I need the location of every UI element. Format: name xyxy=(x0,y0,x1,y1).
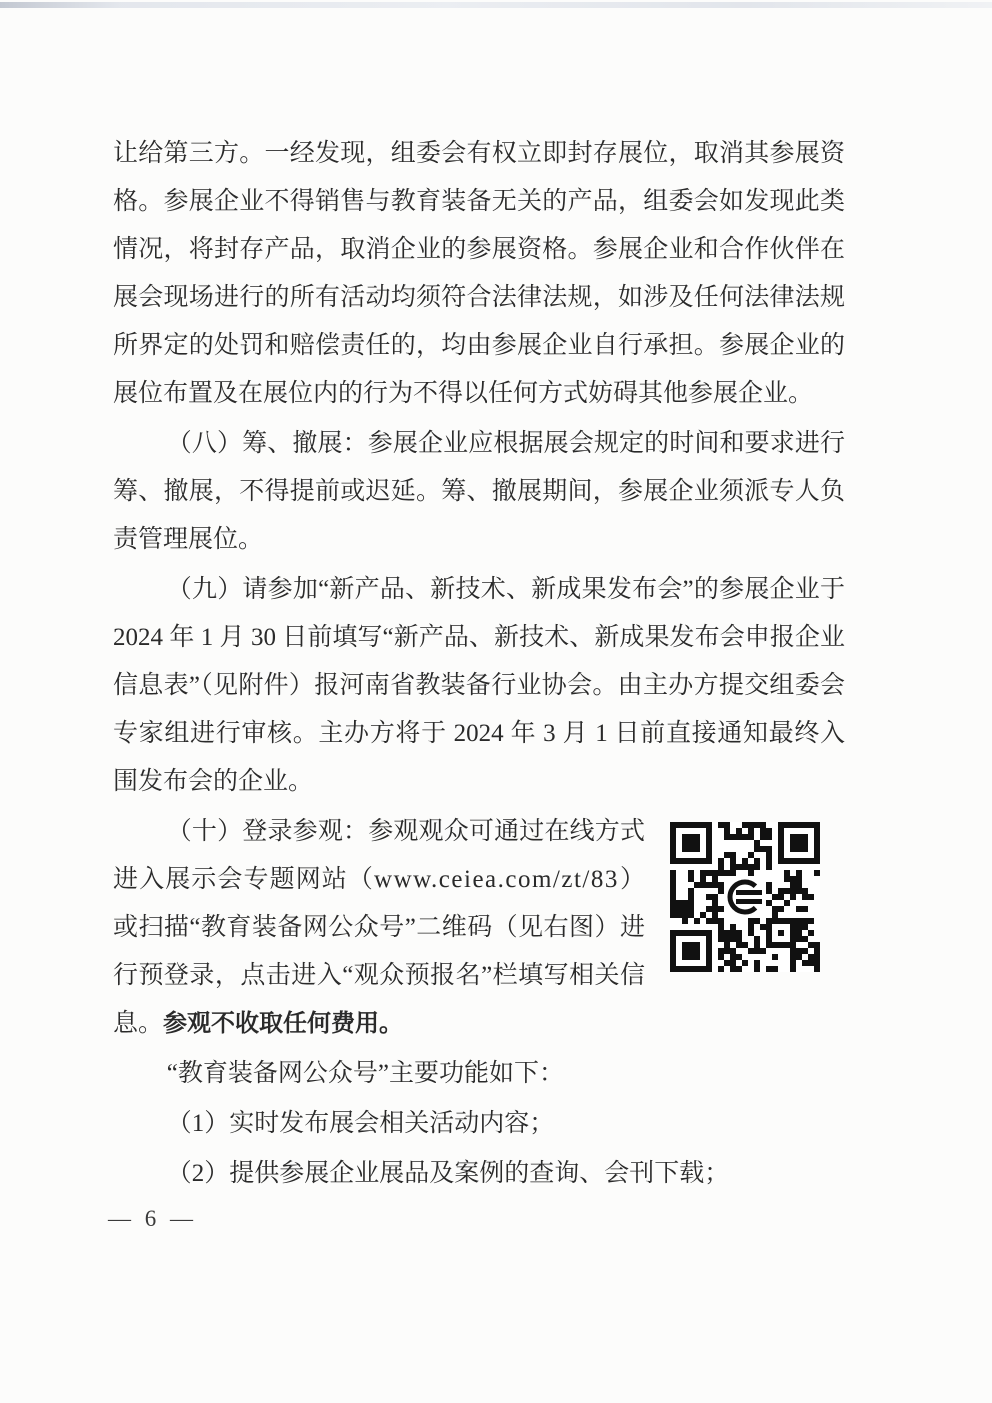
section-10-text: （十）登录参观：参观观众可通过在线方式进入展示会专题网站（ xyxy=(113,818,645,893)
page-number: — 6 — xyxy=(108,1206,197,1231)
qr-code-container xyxy=(645,808,845,998)
paragraph-section-8: （八）筹、撤展：参展企业应根据展会规定的时间和要求进行筹、撤展，不得提前或迟延。筹、撤展期间，参展企业须派专人负责管理展位。 xyxy=(113,430,845,553)
scan-artifact-band xyxy=(0,2,992,8)
document-content xyxy=(113,130,845,1198)
paragraph-continuation: 让给第三方。一经发现，组委会有权立即封存展位，取消其参展资格。参展企业不得销售与教育装备无关的产品，组委会如发现此类情况，将封存产品，取消企业的参展资格。参展企业和合作伙伴在展会现场进行的所有活动均须符合法律法规，如涉及任何法律法规所界定的处罚和赔偿责任的，均由参展企业自行承担。参展企业的展位布置及在展位内的行为不得以任何方式妨碍其他参展企业。 xyxy=(113,140,845,407)
paragraph-function-2: （2）提供参展企业展品及案例的查询、会刊下载； xyxy=(166,1160,730,1187)
section-10-text-after-url: ）或扫描“教育装备网公众号”二维码（见右图）进行预登录，点击进入“观众预报名”栏填写相关信息。 xyxy=(113,866,645,1037)
paragraph-section-10 xyxy=(113,808,845,1048)
paragraph-wechat-functions-intro: “教育装备网公众号”主要功能如下： xyxy=(166,1060,564,1087)
website-url: www.ceiea.com/zt/83 xyxy=(374,866,619,893)
wechat-qr-code-icon xyxy=(670,822,820,972)
paragraph-function-1: （1）实时发布展会相关活动内容； xyxy=(166,1110,555,1137)
section-10-bold-text: 参观不收取任何费用。 xyxy=(163,1010,404,1037)
paragraph-section-9: （九）请参加“新产品、新技术、新成果发布会”的参展企业于 2024 年 1 月 30 日前填写“新产品、新技术、新成果发布会申报企业信息表”（见附件）报河南省教装备行业协会。由主办方提交组委会专家组进行审核。主办方将于 2024 年 3 月 1 日前直接通知最终入围发布会的企业。 xyxy=(113,576,845,795)
